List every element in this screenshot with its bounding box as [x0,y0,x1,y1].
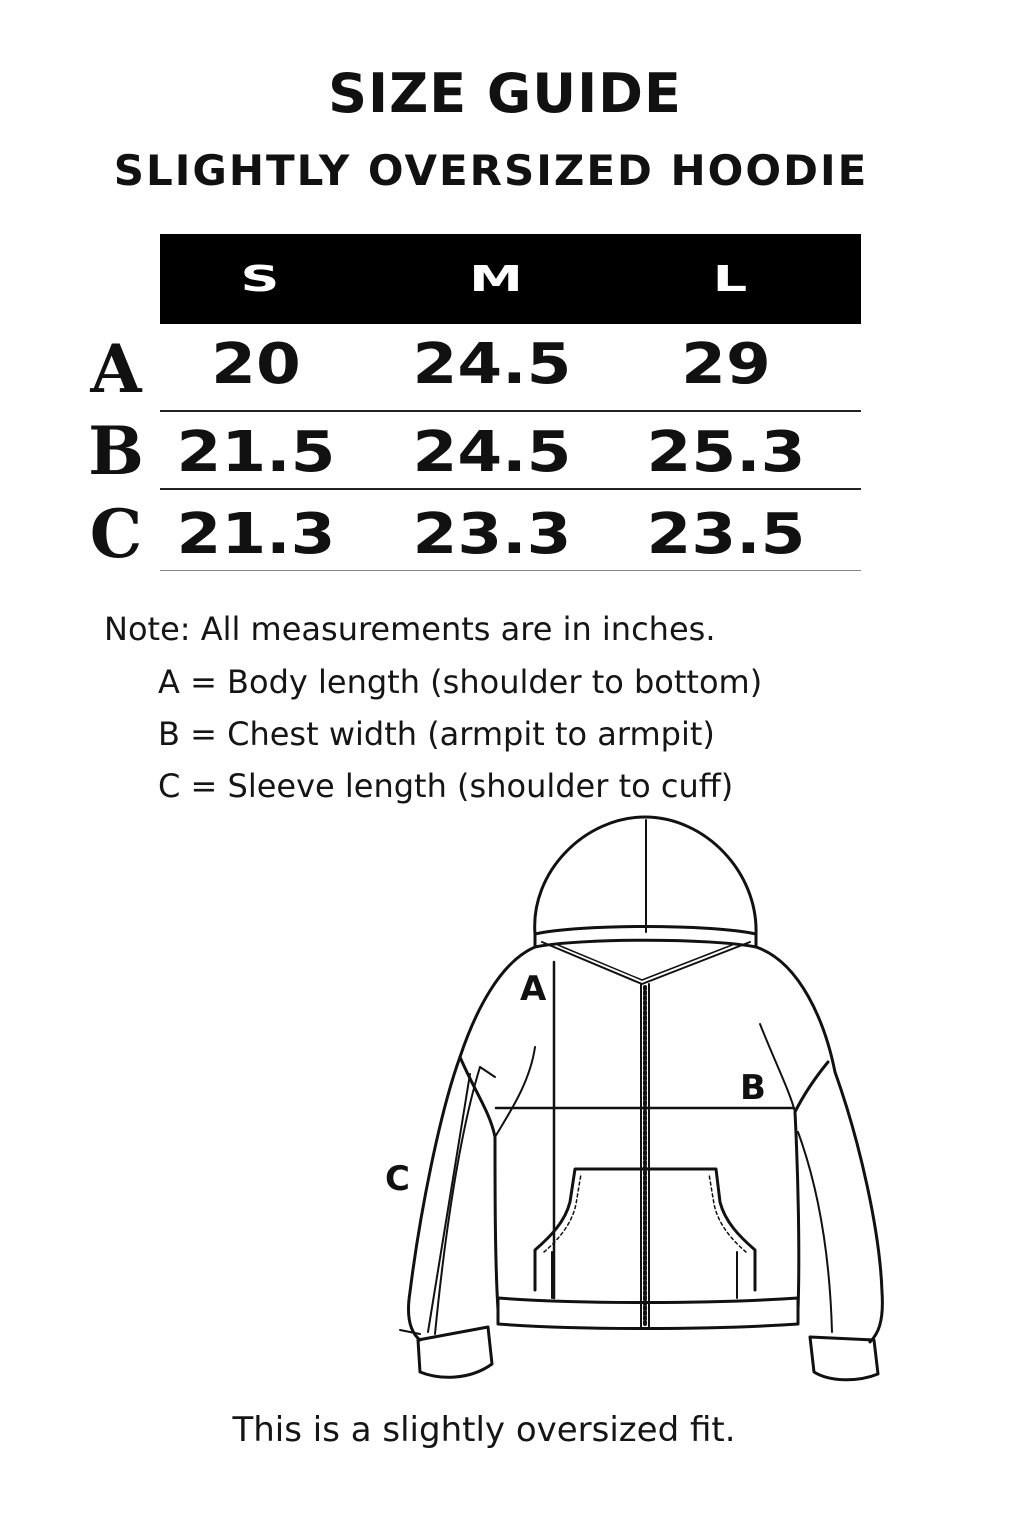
row-divider [160,570,861,571]
size-label-l: L [712,259,748,300]
cell-c-s: 21.3 [176,502,336,567]
right-sleeve-inner [798,1132,832,1332]
row-label-c: C [89,495,143,573]
page-title: SIZE GUIDE [328,62,682,125]
cell-a-l: 29 [681,332,771,397]
right-body-side [795,1062,828,1310]
left-sleeve-outer [408,947,535,1340]
size-label-s: S [240,259,280,300]
cell-b-m: 24.5 [412,420,572,485]
row-divider [160,488,861,490]
cell-b-l: 25.3 [646,420,806,485]
left-sleeve-inner [435,1067,480,1334]
cell-c-l: 23.5 [646,502,806,567]
row-label-b: B [88,412,144,490]
measure-line-c [428,1074,470,1332]
size-header-bar [160,234,861,324]
row-divider [160,410,861,412]
right-cuff [810,1337,878,1380]
left-cuff [418,1327,492,1377]
left-sleeve-tick [400,1330,420,1334]
cell-a-m: 24.5 [412,332,572,397]
pocket-stitch-right [709,1174,746,1252]
measurement-note: Note: All measurements are in inches. [104,610,716,648]
row-label-a: A [90,330,142,408]
diagram-label-b: B [740,1068,766,1108]
note-item-c: C = Sleeve length (shoulder to cuff) [158,767,734,805]
left-sleeve-seam [480,1067,495,1077]
pocket-stitch-left [544,1174,581,1252]
diagram-label-a: A [520,969,547,1009]
diagram-label-c: C [385,1159,410,1199]
cell-a-s: 20 [211,332,301,397]
size-label-m: M [469,259,523,300]
page-subtitle: SLIGHTLY OVERSIZED HOODIE [113,146,869,195]
cell-c-m: 23.3 [412,502,572,567]
cell-b-s: 21.5 [176,420,336,485]
hood-inner-line [558,945,732,980]
right-sleeve-outer [756,947,882,1342]
note-item-a: A = Body length (shoulder to bottom) [158,663,763,701]
left-armhole [495,1047,535,1137]
hoodie-diagram [380,812,900,1392]
note-item-b: B = Chest width (armpit to armpit) [158,715,715,753]
fit-note: This is a slightly oversized fit. [232,1410,736,1450]
